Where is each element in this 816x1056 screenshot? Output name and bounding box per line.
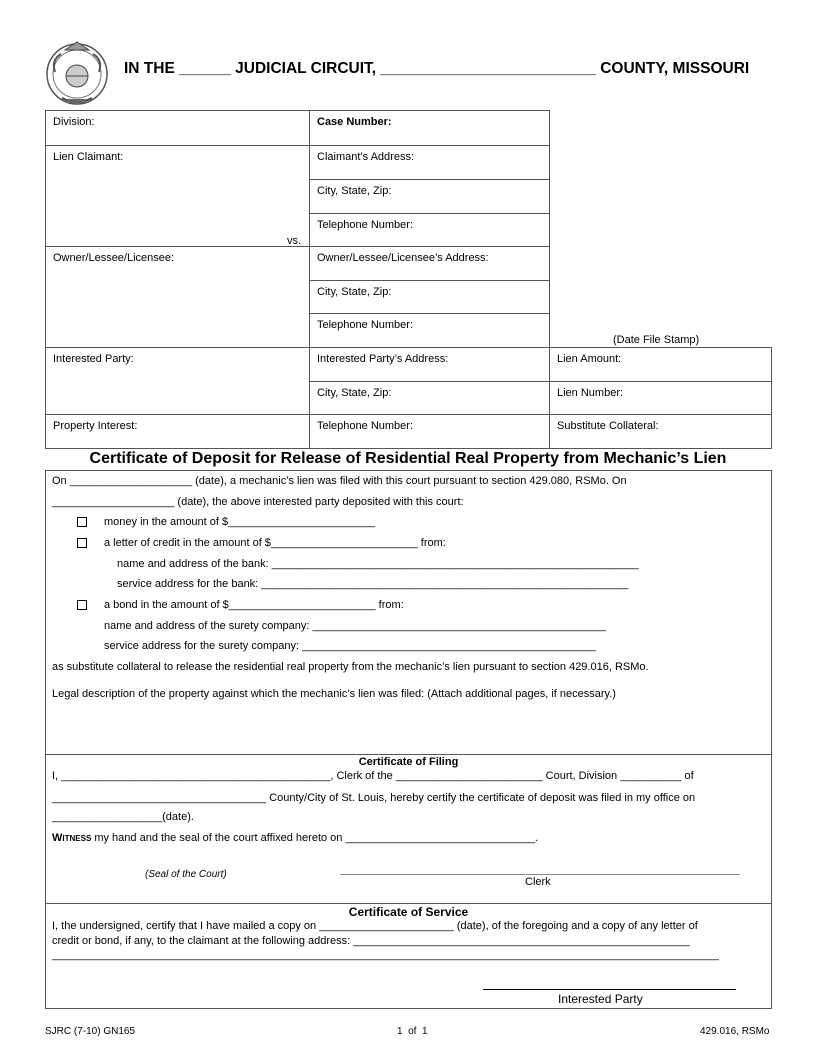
claimant-telephone-cell[interactable] (309, 213, 550, 247)
lien-amount-label: Lien Amount: (557, 353, 622, 365)
interested-party-telephone-label: Telephone Number: (317, 420, 414, 432)
clerk-signature-line[interactable] (340, 874, 740, 875)
page-current: 1 (397, 1026, 403, 1037)
witness-label: Witness (52, 832, 92, 844)
claimant-city-cell[interactable] (309, 179, 550, 214)
filing-line-2[interactable]: ___________________________________ County/City of St. Louis, hereby certify the certificate of deposit was filed in my office on (52, 792, 696, 804)
lien-number-label: Lien Number: (557, 387, 624, 399)
bank-service-line[interactable]: service address for the bank: ____________________________________________________________ (117, 578, 629, 590)
page-indicator (397, 1026, 428, 1037)
vs-label: vs. (287, 235, 302, 247)
owner-label: Owner/Lessee/Licensee: (53, 252, 175, 264)
lien-claimant-cell[interactable] (45, 145, 310, 247)
service-heading: Certificate of Service (348, 905, 469, 919)
owner-city-cell[interactable] (309, 280, 550, 314)
substitute-collateral-statement: as substitute collateral to release the residential real property from the mechanic’s lien pursuant to section 429.016, RSMo. (52, 661, 649, 673)
case-number-cell[interactable] (309, 110, 550, 146)
interested-party-city-cell[interactable] (309, 381, 550, 415)
statute-reference: 429.016, RSMo (700, 1026, 770, 1037)
substitute-collateral-cell[interactable] (549, 414, 772, 449)
owner-address-label: Owner/Lessee/Licensee’s Address: (317, 252, 489, 264)
surety-name-line[interactable]: name and address of the surety company: ________________________________________________ (104, 620, 607, 632)
owner-telephone-cell[interactable] (309, 313, 550, 348)
property-interest-cell[interactable] (45, 414, 310, 449)
filing-line-1[interactable]: I, ____________________________________________, Clerk of the ________________________ Court, Division __________ of (52, 770, 694, 782)
service-line-1[interactable]: I, the undersigned, certify that I have mailed a copy on ______________________ (date), of the foregoing and a copy of any letter of (52, 920, 698, 932)
interested-party-address-cell[interactable] (309, 347, 550, 382)
lien-amount-cell[interactable] (549, 347, 772, 382)
case-number-label: Case Number: (317, 116, 392, 128)
money-line[interactable]: money in the amount of $________________________ (104, 516, 375, 528)
seal-of-court-label: (Seal of the Court) (145, 869, 227, 880)
deposit-line-2[interactable]: ____________________ (date), the above interested party deposited with this court: (52, 496, 464, 508)
deposit-line-1[interactable]: On ____________________ (date), a mechanic’s lien was filed with this court pursuant to section 429.080, RSMo. On (52, 475, 627, 487)
substitute-collateral-label: Substitute Collateral: (557, 420, 659, 432)
owner-telephone-label: Telephone Number: (317, 319, 414, 331)
page-total: 1 (422, 1026, 428, 1037)
lien-number-cell[interactable] (549, 381, 772, 415)
owner-city-label: City, State, Zip: (317, 286, 392, 298)
form-title: Certificate of Deposit for Release of Residential Real Property from Mechanic’s Lien (89, 450, 727, 467)
state-seal-icon (40, 36, 114, 110)
claimant-address-cell[interactable] (309, 145, 550, 180)
filing-line-3[interactable]: __________________(date). (52, 811, 194, 823)
clerk-label: Clerk (525, 876, 551, 888)
form-number: SJRC (7-10) GN165 (45, 1026, 136, 1037)
letter-of-credit-checkbox[interactable] (77, 538, 87, 548)
money-checkbox[interactable] (77, 517, 87, 527)
interested-party-telephone-cell[interactable] (309, 414, 550, 449)
interested-party-signature-line[interactable] (483, 989, 736, 990)
interested-party-cell[interactable] (45, 347, 310, 415)
division-label: Division: (53, 116, 95, 128)
date-file-stamp-label: (Date File Stamp) (613, 334, 700, 346)
court-header: IN THE ______ JUDICIAL CIRCUIT, _________________________ COUNTY, MISSOURI (124, 60, 750, 77)
bank-name-line[interactable]: name and address of the bank: ____________________________________________________________ (117, 558, 639, 570)
interested-party-address-label: Interested Party’s Address: (317, 353, 449, 365)
filing-heading: Certificate of Filing (358, 756, 459, 768)
bond-line[interactable]: a bond in the amount of $________________________ from: (104, 599, 404, 611)
bond-checkbox[interactable] (77, 600, 87, 610)
legal-description-label: Legal description of the property against which the mechanic’s lien was filed: (Attach additional pages, if necessary.) (52, 688, 616, 700)
claimant-telephone-label: Telephone Number: (317, 219, 414, 231)
surety-service-line[interactable]: service address for the surety company: ________________________________________________ (104, 640, 596, 652)
property-interest-label: Property Interest: (53, 420, 138, 432)
service-line-2[interactable]: credit or bond, if any, to the claimant at the following address: _______________________________________________________ (52, 935, 690, 947)
lien-claimant-label: Lien Claimant: (53, 151, 124, 163)
interested-party-signer-label: Interested Party (558, 992, 643, 1006)
claimant-city-label: City, State, Zip: (317, 185, 392, 197)
letter-of-credit-line[interactable]: a letter of credit in the amount of $________________________ from: (104, 537, 446, 549)
division-cell[interactable] (45, 110, 310, 146)
witness-text: my hand and the seal of the court affixed hereto on _______________________________. (91, 832, 539, 844)
service-line-3[interactable]: _____________________________________________________________________________________________________________ (52, 949, 719, 961)
owner-address-cell[interactable] (309, 246, 550, 281)
witness-line[interactable] (52, 832, 538, 844)
claimant-address-label: Claimant’s Address: (317, 151, 415, 163)
interested-party-city-label: City, State, Zip: (317, 387, 392, 399)
deposit-section (45, 470, 772, 755)
page-of: of (408, 1026, 417, 1037)
owner-cell[interactable] (45, 246, 310, 348)
interested-party-label: Interested Party: (53, 353, 134, 365)
